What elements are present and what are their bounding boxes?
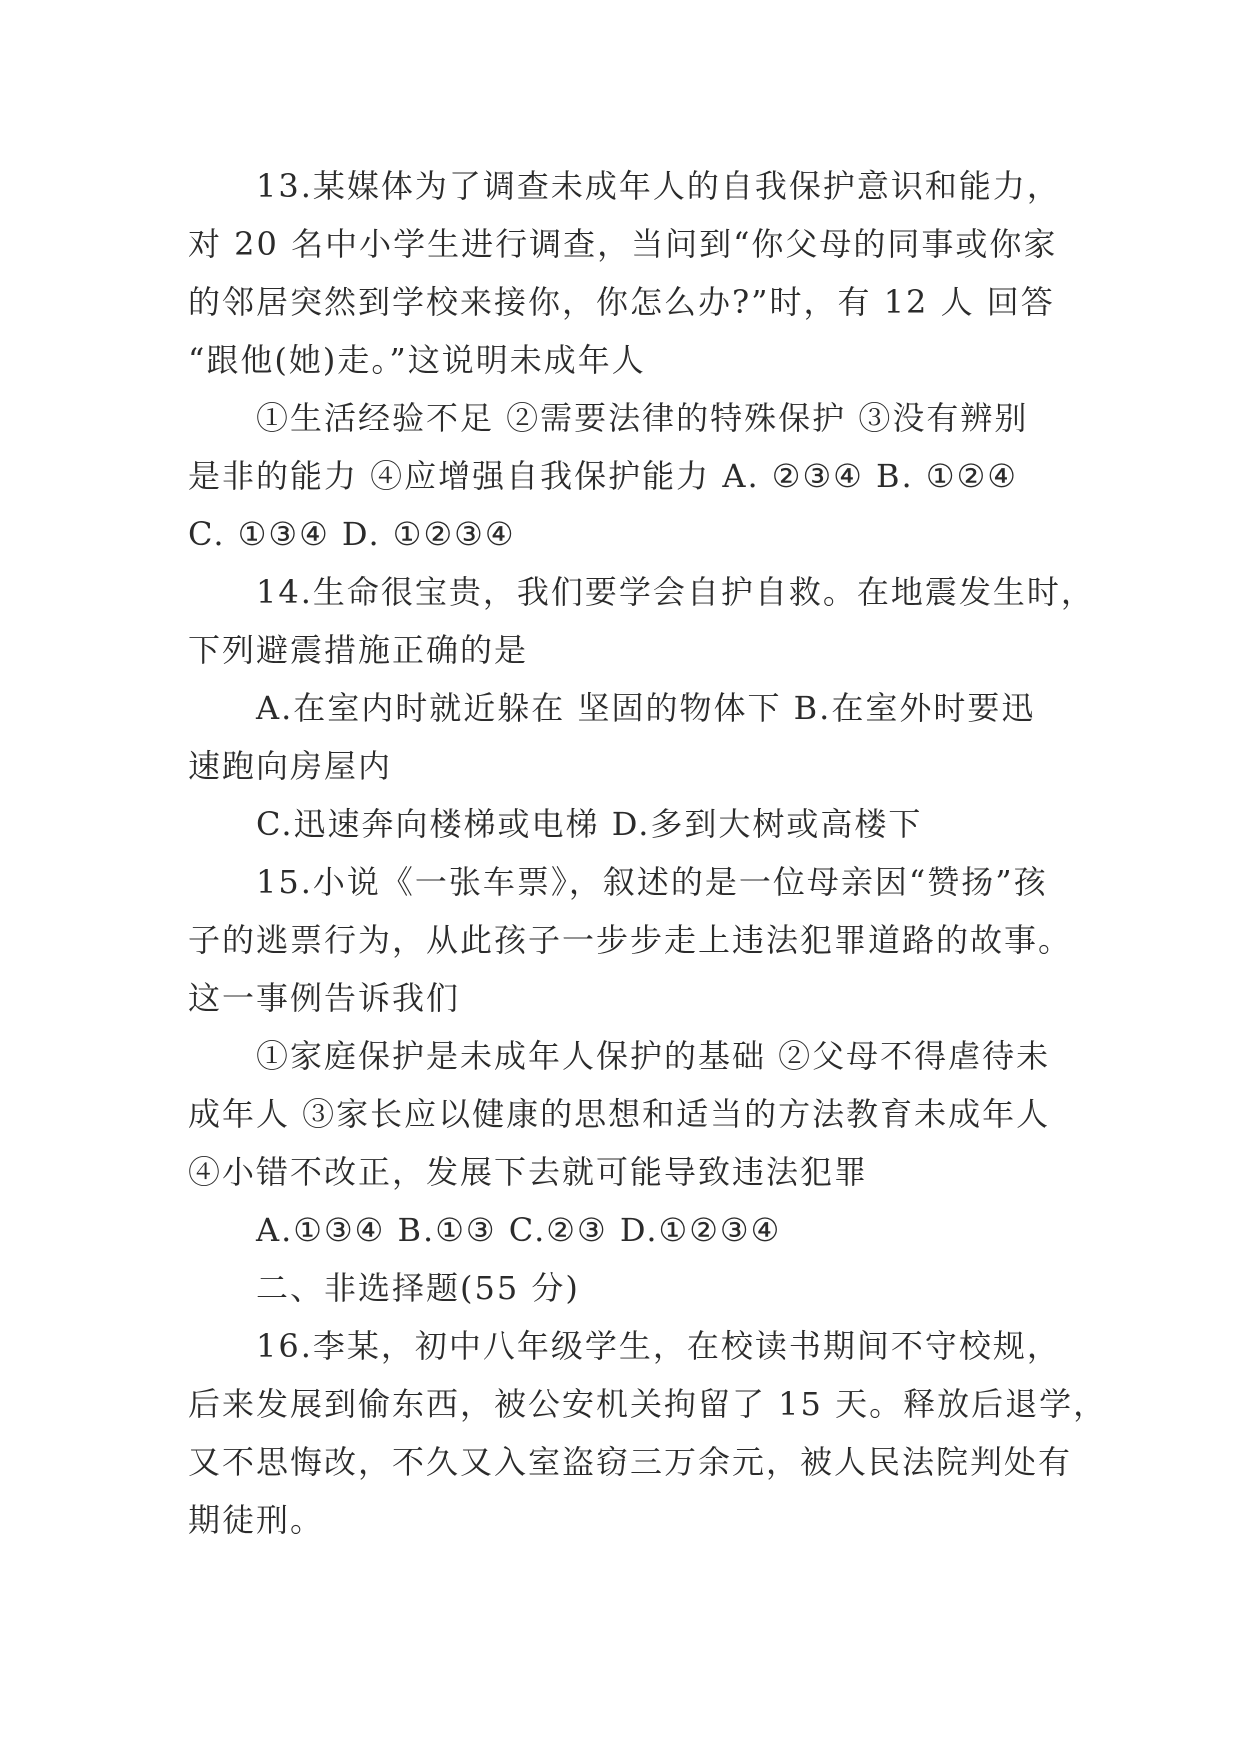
question-13-line-1: 13.某媒体为了调查未成年人的自我保护意识和能力， xyxy=(256,167,1061,205)
question-15-line-1: 15.小说《一张车票》，叙述的是一位母亲因“赞扬”孩 xyxy=(256,863,1048,901)
question-13-options-line-3: C. ①③④ D. ①②③④ xyxy=(188,515,516,553)
question-13-options-line-1: ①生活经验不足 ②需要法律的特殊保护 ③没有辨别 xyxy=(256,399,1029,437)
question-15-statements-line-2: 成年人 ③家长应以健康的思想和适当的方法教育未成年人 xyxy=(188,1095,1051,1133)
question-15-statements-line-1: ①家庭保护是未成年人保护的基础 ②父母不得虐待未 xyxy=(256,1037,1051,1075)
question-13-options-line-2: 是非的能力 ④应增强自我保护能力 A. ②③④ B. ①②④ xyxy=(188,457,1018,495)
section-heading: 二、非选择题(55 分) xyxy=(256,1269,580,1307)
question-14-line-2: 下列避震措施正确的是 xyxy=(188,631,529,669)
question-13-line-3: 的邻居突然到学校来接你，你怎么办?”时，有 12 人 回答 xyxy=(188,283,1055,321)
document-body xyxy=(188,157,1108,1549)
question-16-line-3: 又不思悔改，不久又入室盗窃三万余元，被人民法院判处有 xyxy=(188,1443,1073,1481)
question-15-options: A.①③④ B.①③ C.②③ D.①②③④ xyxy=(256,1211,782,1249)
question-14-options-line-3: C.迅速奔向楼梯或电梯 D.多到大树或高楼下 xyxy=(256,805,923,843)
question-15-line-3: 这一事例告诉我们 xyxy=(188,979,461,1017)
question-16-line-4: 期徒刑。 xyxy=(188,1501,325,1539)
question-13-line-4: “跟他(她)走。”这说明未成年人 xyxy=(188,341,646,379)
question-15-line-2: 子的逃票行为，从此孩子一步步走上违法犯罪道路的故事。 xyxy=(188,921,1073,959)
question-13-line-2: 对 20 名中小学生进行调查，当问到“你父母的同事或你家 xyxy=(188,225,1058,263)
question-15-statements-line-3: ④小错不改正，发展下去就可能导致违法犯罪 xyxy=(188,1153,869,1191)
question-16-line-2: 后来发展到偷东西，被公安机关拘留了 15 天。释放后退学， xyxy=(188,1385,1108,1423)
question-16-line-1: 16.李某，初中八年级学生，在校读书期间不守校规， xyxy=(256,1327,1061,1365)
question-14-options-line-2: 速跑向房屋内 xyxy=(188,747,393,785)
question-14-options-line-1: A.在室内时就近躲在 坚固的物体下 B.在室外时要迅 xyxy=(256,689,1036,727)
question-14-line-1: 14.生命很宝贵，我们要学会自护自救。在地震发生时， xyxy=(256,573,1095,611)
